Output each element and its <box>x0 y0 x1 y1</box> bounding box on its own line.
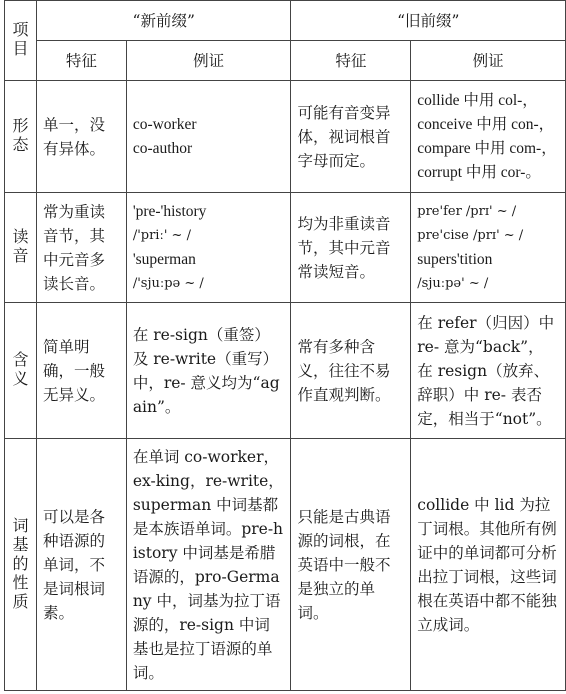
example-line: conceive 中用 con-， <box>417 115 555 133</box>
prefix-comparison-table <box>4 0 566 691</box>
new-example-cell <box>126 81 291 193</box>
new-feature-cell: 可以是各种语源的单词，不是词根词素。 <box>36 439 126 691</box>
example-line: collide 中用 col-， <box>417 91 538 109</box>
row-label-cell <box>5 193 37 303</box>
row-label-cell <box>5 439 37 691</box>
new-example-cell <box>126 193 291 303</box>
new-feature-header: 特征 <box>36 41 126 81</box>
old-example-cell: 在 refer（归因）中 re- 意为“back”，在 resign（放弃、辞职）中 re- 表否定，相当于“not”。 <box>411 303 566 439</box>
new-feature-cell: 单一，没有异体。 <box>36 81 126 193</box>
table-row-form <box>5 81 566 193</box>
table-row-pronunciation <box>5 193 566 303</box>
example-line: /'sjuːpə ~ / <box>132 275 204 291</box>
example-line: /'priː' ~ / <box>132 227 191 243</box>
example-line: 'superman <box>132 250 196 268</box>
old-feature-cell: 可能有音变异体，视词根首字母而定。 <box>291 81 411 193</box>
example-line: corrupt 中用 cor-。 <box>417 163 541 181</box>
example-line: 'pre-'history <box>132 202 207 220</box>
old-example-cell <box>411 193 566 303</box>
item-header-cell <box>5 1 37 81</box>
example-line: /sjuːpə' ~ / <box>417 275 489 291</box>
row-label: 形态 <box>12 116 29 154</box>
row-label-cell <box>5 81 37 193</box>
row-label-cell <box>5 303 37 439</box>
new-example-cell: 在 re-sign（重签）及 re-write（重写）中，re- 意义均为“again”。 <box>126 303 291 439</box>
old-example-header: 例证 <box>411 41 566 81</box>
old-feature-cell: 只能是古典语源的词根，在英语中一般不是独立的单词。 <box>291 439 411 691</box>
new-feature-cell: 常为重读音节，其中元音多读长音。 <box>36 193 126 303</box>
example-line: co-worker <box>132 115 197 133</box>
old-feature-cell: 常有多种含义，往往不易作直观判断。 <box>291 303 411 439</box>
header-row-2 <box>5 41 566 81</box>
example-line: pre'fer /prɪ' ~ / <box>417 203 517 219</box>
header-row-1 <box>5 1 566 41</box>
table-row-meaning <box>5 303 566 439</box>
example-line: pre'cise /prɪ' ~ / <box>417 227 524 243</box>
row-label: 词基的性质 <box>12 515 29 611</box>
example-line: compare 中用 com-， <box>417 139 557 157</box>
new-prefix-header: “新前缀” <box>36 1 291 41</box>
new-example-header: 例证 <box>126 41 291 81</box>
table-row-base-nature <box>5 439 566 691</box>
new-feature-cell: 简单明确，一般无异义。 <box>36 303 126 439</box>
old-prefix-header: “旧前缀” <box>291 1 566 41</box>
example-line: co-author <box>132 139 193 157</box>
example-line: supers'tition <box>417 250 493 268</box>
new-example-cell: 在单词 co-worker，ex-king，re-write，superman 中词基都是本族语单词。pre-history 中词基是希腊语源的，pro-Germany 中，词基为拉丁语源的，re-sign 中词基也是拉丁语源的单词。 <box>126 439 291 691</box>
old-feature-header: 特征 <box>291 41 411 81</box>
row-label: 含义 <box>12 350 29 388</box>
row-label: 读音 <box>12 227 29 265</box>
old-example-cell: collide 中 lid 为拉丁词根。其他所有例证中的单词都可分析出拉丁词根，这些词根在英语中都不能独立成词。 <box>411 439 566 691</box>
old-example-cell <box>411 81 566 193</box>
old-feature-cell: 均为非重读音节，其中元音常读短音。 <box>291 193 411 303</box>
item-header: 项目 <box>12 20 29 58</box>
